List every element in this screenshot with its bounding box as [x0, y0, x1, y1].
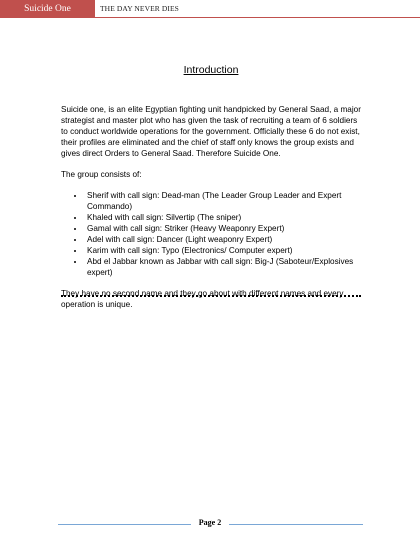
dotted-divider — [61, 295, 361, 297]
list-item: • Gamal with call sign: Striker (Heavy Weaponry Expert) — [85, 223, 361, 234]
list-item: • Sherif with call sign: Dead-man (The Leader Group Leader and Expert Commando) — [85, 190, 361, 212]
closing-paragraph: They have no second name and they go about with different names and every operation is unique. — [61, 289, 344, 309]
document-body — [61, 65, 361, 320]
group-intro-paragraph: The group consists of: — [61, 170, 142, 179]
member-list — [61, 190, 361, 278]
section-title: Introduction — [183, 64, 239, 76]
footer-rule-left — [58, 524, 191, 525]
list-item: • Karim with call sign: Typo (Electronics/ Computer expert) — [85, 245, 361, 256]
list-item: • Adel with call sign: Dancer (Light weaponry Expert) — [85, 234, 361, 245]
header-tag: Suicide One — [0, 0, 95, 18]
list-item: • Abd el Jabbar known as Jabbar with call sign: Big-J (Saboteur/Explosives expert) — [85, 256, 361, 278]
list-item: • Khaled with call sign: Silvertip (The sniper) — [85, 212, 361, 223]
header-series-title: THE DAY NEVER DIES — [95, 0, 420, 18]
page-number: Page 2 — [198, 518, 222, 527]
intro-paragraph: Suicide one, is an elite Egyptian fighting unit handpicked by General Saad, a major strategist and master plot who has given the task of recruiting a team of 6 soldiers to conduct worldwide operations for the government. Officially these 6 do not exist, their profiles are eliminated and the chief of staff only knows the group exists and gives direct Orders to General Saad. Therefore Suicide One. — [61, 105, 361, 158]
page-header — [0, 0, 420, 18]
footer-rule-right — [229, 524, 363, 525]
page-footer — [0, 518, 420, 532]
